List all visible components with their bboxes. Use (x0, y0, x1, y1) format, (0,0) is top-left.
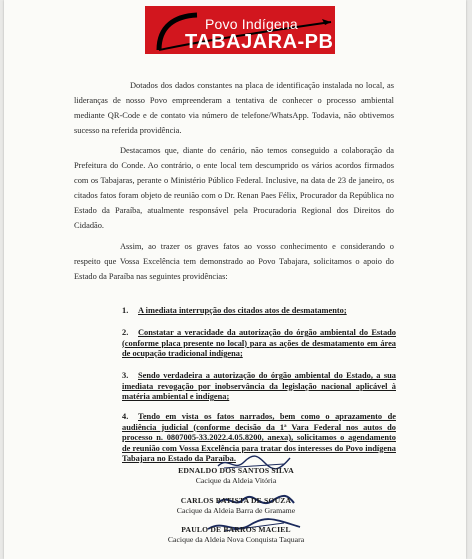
letterhead-subtitle: TABAJARA-PB (185, 31, 334, 53)
signature-block-2 (0, 496, 472, 516)
signatory-role: Cacique da Aldeia Barra de Gramame (176, 506, 296, 515)
document-page (4, 0, 466, 559)
request-item-2 (122, 328, 396, 360)
signatory-name: EDNALDO DOS SANTOS SILVA (178, 466, 294, 475)
request-text: Constatar a veracidade da autorização do órgão ambiental do Estado (conforme placa presente no local) para as ações de desmatamento em área de ocupação tradicional indígena; (122, 328, 396, 358)
request-text: A imediata interrupção dos citados atos de desmatamento; (138, 306, 347, 315)
letterhead-title: Povo Indígena (205, 16, 298, 32)
request-number: 2. (122, 328, 129, 337)
request-item-3 (122, 371, 396, 403)
paragraph-3: Assim, ao trazer os graves fatos ao vosso conhecimento e considerando o respeito que Vossa Excelência tem demonstrado ao Povo Tabajara, solicitamos o apoio do Estado da Paraíba nas seguintes providências: (74, 242, 394, 281)
request-text: Sendo verdadeira a autorização do órgão ambiental do Estado, a sua imediata revogação por inobservância da legislação nacional aplicável à matéria ambiental e indígena; (122, 371, 396, 401)
request-item-1 (122, 306, 396, 317)
paragraph-1: Dotados dos dados constantes na placa de identificação instalada no local, as lideranças de nosso Povo empreenderam a tentativa de conhecer o processo ambiental mediante QR-Code e de contato via número de telefone/WhatsApp. Todavia, não obtivemos sucesso na referida providência. (74, 81, 394, 135)
signatory-name: PAULO DE BARROS MACIEL (181, 525, 291, 534)
paragraph-2: Destacamos que, diante do cenário, não temos conseguido a colaboração da Prefeitura do Conde. Ao contrário, o ente local tem descumprido os vários acordos firmados com os Tabajaras, perante o Ministério Público Federal. Inclusive, na data de 23 de janeiro, os citados fatos foram objeto de reunião com o Dr. Renan Paes Félix, Procurador da República no Estado da Paraíba, atualmente responsável pela Procuradoria Regional dos Direitos do Cidadão. (74, 146, 394, 230)
signature-block-3 (0, 525, 472, 545)
request-text: Tendo em vista os fatos narrados, bem como o aprazamento de audiência judicial (conforme decisão da 1ª Vara Federal nos autos do processo n. 0807005-33.2022.4.05.8200, anexa), solicitamos o agendamento de reunião com Vossa Excelência para tratar dos interesses do Povo indígena Tabajara no Estado da Paraíba. (122, 412, 396, 463)
signatory-name: CARLOS BATISTA DE SOUZA (180, 496, 292, 505)
letterhead-logo (145, 6, 335, 54)
request-number: 3. (122, 371, 129, 380)
request-number: 4. (122, 412, 129, 421)
signatory-role: Cacique da Aldeia Nova Conquista Taquara (167, 535, 305, 544)
request-number: 1. (122, 306, 129, 315)
signatory-role: Cacique da Aldeia Vitória (195, 476, 277, 485)
signature-block-1 (0, 466, 472, 486)
